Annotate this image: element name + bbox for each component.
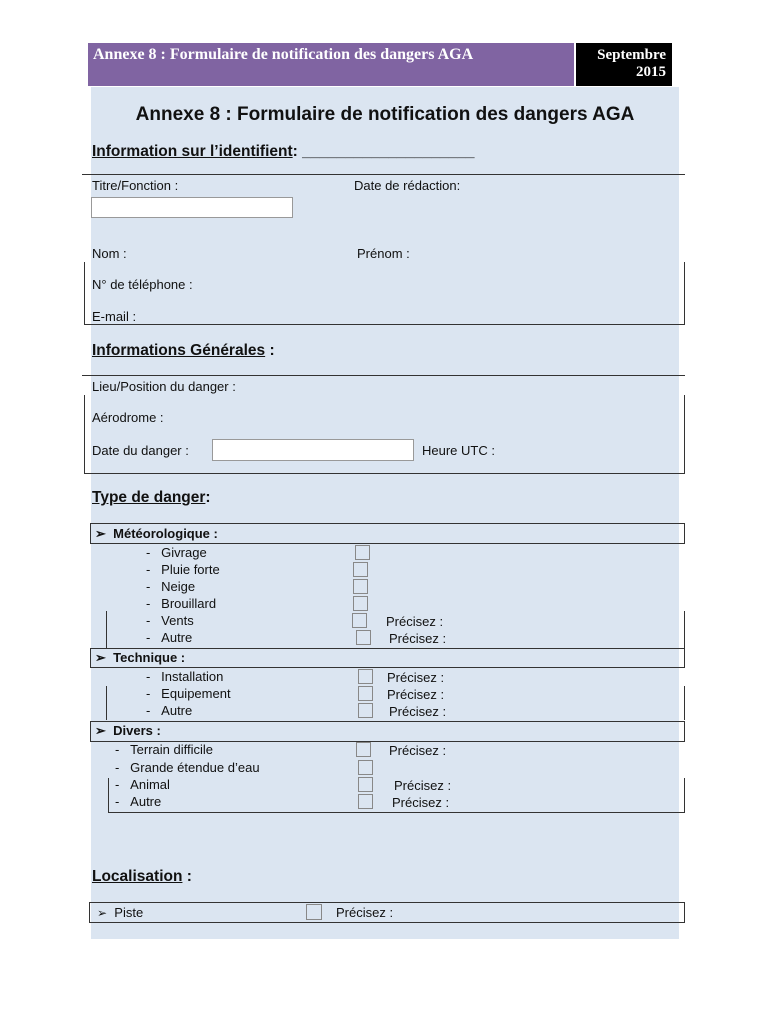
technique-item: - Equipement xyxy=(146,686,231,701)
meteo-title: Météorologique : xyxy=(113,526,218,541)
precisez-label: Précisez : xyxy=(336,905,394,920)
precisez-label: Précisez : xyxy=(389,743,447,758)
header-date-band xyxy=(576,43,672,86)
technique-item-label: Autre xyxy=(161,703,193,718)
divider xyxy=(84,395,85,473)
divider xyxy=(108,812,685,813)
technique-item-label: Equipement xyxy=(161,686,231,701)
technique-header xyxy=(95,650,185,666)
identifiant-heading xyxy=(92,143,475,161)
meteo-item-label: Givrage xyxy=(161,545,207,560)
piste-label: Piste xyxy=(114,905,144,920)
divers-autre-checkbox[interactable] xyxy=(358,794,373,809)
header-title: Annexe 8 : Formulaire de notification des dangers AGA xyxy=(93,46,474,63)
precisez-label: Précisez : xyxy=(386,614,444,629)
date-danger-label: Date du danger : xyxy=(92,443,189,458)
animal-checkbox[interactable] xyxy=(358,777,373,792)
divider xyxy=(684,262,685,324)
terrain-difficile-checkbox[interactable] xyxy=(356,742,371,757)
divers-item: - Grande étendue d’eau xyxy=(115,760,260,775)
divider xyxy=(106,611,107,648)
divers-item-label: Autre xyxy=(130,794,162,809)
generales-heading-text: Informations Générales xyxy=(92,342,266,359)
generales-heading-suffix: : xyxy=(265,342,275,359)
piste-row xyxy=(97,905,143,921)
precisez-label: Précisez : xyxy=(389,631,447,646)
divers-title: Divers : xyxy=(113,723,161,738)
heure-utc-label: Heure UTC : xyxy=(422,443,495,458)
localisation-heading-text: Localisation xyxy=(92,868,183,885)
date-danger-input[interactable] xyxy=(212,439,414,461)
divider xyxy=(108,778,109,813)
identifiant-heading-text: Information sur l’identifient xyxy=(92,143,293,160)
grande-etendue-checkbox[interactable] xyxy=(358,760,373,775)
divers-item-label: Grande étendue d’eau xyxy=(130,760,260,775)
precisez-label: Précisez : xyxy=(394,778,452,793)
divider xyxy=(684,611,685,648)
meteo-header xyxy=(95,526,218,542)
installation-checkbox[interactable] xyxy=(358,669,373,684)
meteo-item-label: Brouillard xyxy=(161,596,217,611)
divider xyxy=(684,778,685,813)
lieu-label: Lieu/Position du danger : xyxy=(92,379,236,394)
identifiant-heading-suffix: : ____________________ xyxy=(292,143,475,160)
divers-item: - Terrain difficile xyxy=(115,742,214,757)
divers-item-label: Terrain difficile xyxy=(130,742,214,757)
meteo-item-label: Pluie forte xyxy=(161,562,220,577)
divers-item-label: Animal xyxy=(130,777,170,792)
meteo-item: - Vents xyxy=(146,613,194,628)
divider xyxy=(84,324,685,325)
aerodrome-label: Aérodrome : xyxy=(92,410,164,425)
technique-title: Technique : xyxy=(113,650,186,665)
divider xyxy=(684,395,685,473)
divers-item: - Animal xyxy=(115,777,170,792)
telephone-label: N° de téléphone : xyxy=(92,277,193,292)
divers-header xyxy=(95,723,161,739)
form-title: Annexe 8 : Formulaire de notification des dangers AGA xyxy=(135,104,635,125)
arrow-icon: ➢ xyxy=(97,906,108,920)
divider xyxy=(82,375,685,376)
technique-item: - Installation xyxy=(146,669,224,684)
pluie-forte-checkbox[interactable] xyxy=(353,562,368,577)
meteo-item: - Givrage xyxy=(146,545,207,560)
divider xyxy=(84,473,685,474)
header-title-band xyxy=(88,43,574,86)
titre-fonction-input[interactable] xyxy=(91,197,293,218)
email-label: E-mail : xyxy=(92,309,137,324)
divers-item: - Autre xyxy=(115,794,162,809)
precisez-label: Précisez : xyxy=(387,670,445,685)
vents-checkbox[interactable] xyxy=(352,613,367,628)
technique-autre-checkbox[interactable] xyxy=(358,703,373,718)
meteo-item: - Neige xyxy=(146,579,196,594)
arrow-icon: ➢ xyxy=(95,723,106,738)
technique-item-label: Installation xyxy=(161,669,224,684)
titre-fonction-label: Titre/Fonction : xyxy=(92,178,179,193)
divider xyxy=(106,686,107,720)
technique-item: - Autre xyxy=(146,703,193,718)
precisez-label: Précisez : xyxy=(387,687,445,702)
precisez-label: Précisez : xyxy=(389,704,447,719)
divider xyxy=(684,686,685,720)
equipement-checkbox[interactable] xyxy=(358,686,373,701)
date-redaction-label: Date de rédaction: xyxy=(354,178,461,193)
meteo-item-label: Neige xyxy=(161,579,196,594)
givrage-checkbox[interactable] xyxy=(355,545,370,560)
generales-heading xyxy=(92,342,275,360)
divider xyxy=(82,174,685,175)
arrow-icon: ➢ xyxy=(95,526,106,541)
brouillard-checkbox[interactable] xyxy=(353,596,368,611)
meteo-item-label: Vents xyxy=(161,613,194,628)
localisation-heading-suffix: : xyxy=(182,868,192,885)
type-heading xyxy=(92,489,211,507)
localisation-heading xyxy=(92,868,192,886)
type-heading-suffix: : xyxy=(205,489,211,506)
neige-checkbox[interactable] xyxy=(353,579,368,594)
meteo-item: - Brouillard xyxy=(146,596,217,611)
nom-label: Nom : xyxy=(92,246,127,261)
prenom-label: Prénom : xyxy=(357,246,410,261)
meteo-autre-checkbox[interactable] xyxy=(356,630,371,645)
precisez-label: Précisez : xyxy=(392,795,450,810)
meteo-item: - Autre xyxy=(146,630,193,645)
type-heading-text: Type de danger xyxy=(92,489,206,506)
divers-header-box xyxy=(90,721,685,742)
meteo-item-label: Autre xyxy=(161,630,193,645)
divider xyxy=(84,262,85,324)
arrow-icon: ➢ xyxy=(95,650,106,665)
piste-checkbox[interactable] xyxy=(306,904,322,920)
meteo-item: - Pluie forte xyxy=(146,562,220,577)
header-date: Septembre 2015 xyxy=(597,47,666,80)
